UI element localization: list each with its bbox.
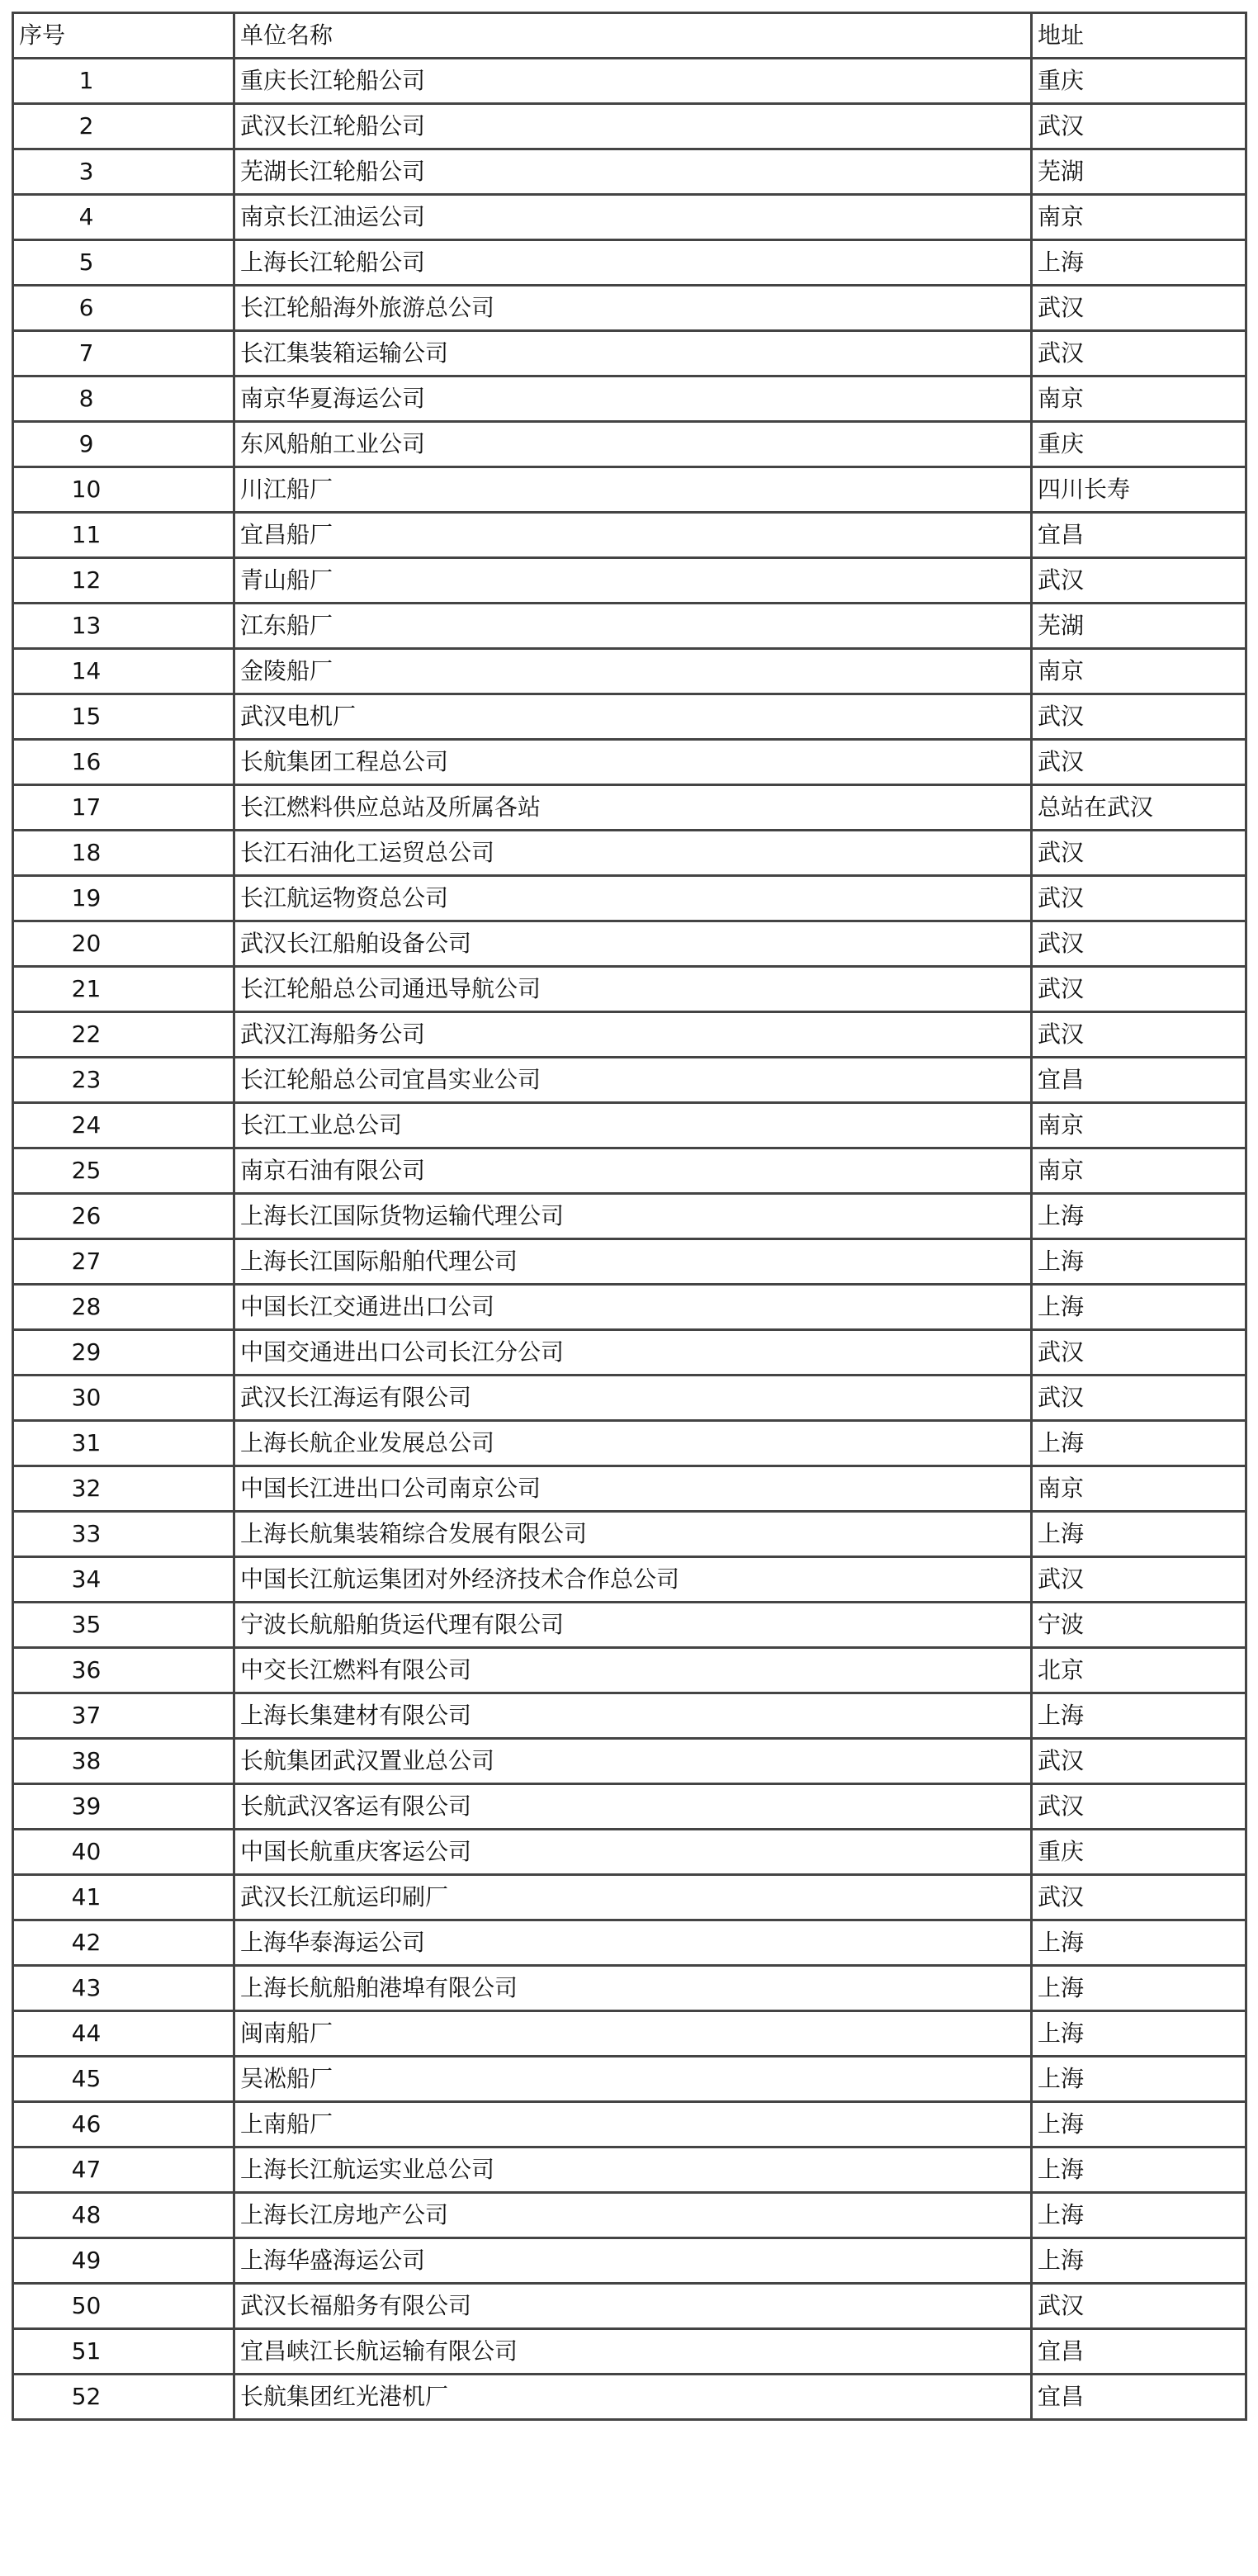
unit-name: 武汉长江轮船公司 xyxy=(234,104,1032,149)
row-index: 28 xyxy=(13,1285,234,1330)
unit-name: 南京石油有限公司 xyxy=(234,1148,1032,1194)
table-row xyxy=(13,694,1246,740)
unit-address: 四川长寿 xyxy=(1032,467,1246,513)
unit-name: 上海长航企业发展总公司 xyxy=(234,1421,1032,1466)
unit-address: 北京 xyxy=(1032,1648,1246,1693)
table-row xyxy=(13,240,1246,286)
unit-name: 中国长江航运集团对外经济技术合作总公司 xyxy=(234,1557,1032,1603)
table-row xyxy=(13,1830,1246,1875)
row-index: 4 xyxy=(13,195,234,240)
unit-address: 武汉 xyxy=(1032,104,1246,149)
row-index: 38 xyxy=(13,1739,234,1784)
unit-address: 宁波 xyxy=(1032,1603,1246,1648)
table-row xyxy=(13,1239,1246,1285)
table-row xyxy=(13,2057,1246,2102)
unit-name: 南京华夏海运公司 xyxy=(234,376,1032,422)
row-index: 19 xyxy=(13,876,234,921)
unit-name: 长航集团工程总公司 xyxy=(234,740,1032,785)
unit-name: 吴凇船厂 xyxy=(234,2057,1032,2102)
unit-address: 武汉 xyxy=(1032,876,1246,921)
table-header-row xyxy=(13,13,1246,59)
unit-name: 青山船厂 xyxy=(234,558,1032,604)
unit-address: 上海 xyxy=(1032,1693,1246,1739)
unit-address: 武汉 xyxy=(1032,1739,1246,1784)
header-name: 单位名称 xyxy=(234,13,1032,59)
table-row xyxy=(13,2238,1246,2284)
unit-name: 上海长航船舶港埠有限公司 xyxy=(234,1966,1032,2011)
unit-address: 重庆 xyxy=(1032,1830,1246,1875)
unit-name: 中国长江进出口公司南京公司 xyxy=(234,1466,1032,1512)
row-index: 9 xyxy=(13,422,234,467)
unit-name: 上海华盛海运公司 xyxy=(234,2238,1032,2284)
table-row xyxy=(13,2147,1246,2193)
table-row xyxy=(13,831,1246,876)
unit-name: 长江轮船总公司通迅导航公司 xyxy=(234,967,1032,1012)
table-row xyxy=(13,1148,1246,1194)
unit-name: 闽南船厂 xyxy=(234,2011,1032,2057)
row-index: 10 xyxy=(13,467,234,513)
table-row xyxy=(13,1693,1246,1739)
unit-address: 武汉 xyxy=(1032,1376,1246,1421)
unit-name: 上南船厂 xyxy=(234,2102,1032,2147)
row-index: 15 xyxy=(13,694,234,740)
row-index: 40 xyxy=(13,1830,234,1875)
unit-name: 南京长江油运公司 xyxy=(234,195,1032,240)
row-index: 3 xyxy=(13,149,234,195)
unit-name: 江东船厂 xyxy=(234,604,1032,649)
unit-address: 上海 xyxy=(1032,1285,1246,1330)
row-index: 5 xyxy=(13,240,234,286)
unit-name: 宜昌船厂 xyxy=(234,513,1032,558)
table-row xyxy=(13,1648,1246,1693)
table-row xyxy=(13,1058,1246,1103)
table-row xyxy=(13,2011,1246,2057)
unit-address: 芜湖 xyxy=(1032,604,1246,649)
unit-address: 武汉 xyxy=(1032,558,1246,604)
row-index: 8 xyxy=(13,376,234,422)
unit-address: 上海 xyxy=(1032,1421,1246,1466)
unit-name: 长江航运物资总公司 xyxy=(234,876,1032,921)
table-row xyxy=(13,422,1246,467)
row-index: 35 xyxy=(13,1603,234,1648)
unit-address: 上海 xyxy=(1032,2057,1246,2102)
table-row xyxy=(13,2375,1246,2420)
unit-name: 上海长江轮船公司 xyxy=(234,240,1032,286)
row-index: 52 xyxy=(13,2375,234,2420)
row-index: 43 xyxy=(13,1966,234,2011)
row-index: 20 xyxy=(13,921,234,967)
unit-address: 宜昌 xyxy=(1032,513,1246,558)
unit-name: 长航集团武汉置业总公司 xyxy=(234,1739,1032,1784)
row-index: 23 xyxy=(13,1058,234,1103)
unit-name: 金陵船厂 xyxy=(234,649,1032,694)
table-row xyxy=(13,1285,1246,1330)
unit-name: 武汉长江航运印刷厂 xyxy=(234,1875,1032,1920)
table-row xyxy=(13,967,1246,1012)
row-index: 42 xyxy=(13,1920,234,1966)
table-row xyxy=(13,921,1246,967)
unit-name: 武汉长福船务有限公司 xyxy=(234,2284,1032,2329)
units-table xyxy=(12,12,1247,2421)
table-row xyxy=(13,1103,1246,1148)
table-row xyxy=(13,1512,1246,1557)
table-row xyxy=(13,1012,1246,1058)
header-index: 序号 xyxy=(13,13,234,59)
unit-address: 上海 xyxy=(1032,2193,1246,2238)
row-index: 17 xyxy=(13,785,234,831)
table-row xyxy=(13,785,1246,831)
unit-name: 中国交通进出口公司长江分公司 xyxy=(234,1330,1032,1376)
row-index: 11 xyxy=(13,513,234,558)
row-index: 30 xyxy=(13,1376,234,1421)
table-row xyxy=(13,149,1246,195)
table-row xyxy=(13,1784,1246,1830)
unit-address: 上海 xyxy=(1032,2238,1246,2284)
table-row xyxy=(13,1466,1246,1512)
row-index: 46 xyxy=(13,2102,234,2147)
unit-name: 东风船舶工业公司 xyxy=(234,422,1032,467)
unit-address: 上海 xyxy=(1032,2147,1246,2193)
unit-address: 武汉 xyxy=(1032,694,1246,740)
unit-address: 武汉 xyxy=(1032,1557,1246,1603)
unit-name: 宁波长航船舶货运代理有限公司 xyxy=(234,1603,1032,1648)
row-index: 14 xyxy=(13,649,234,694)
table-row xyxy=(13,1920,1246,1966)
row-index: 44 xyxy=(13,2011,234,2057)
table-row xyxy=(13,876,1246,921)
unit-address: 武汉 xyxy=(1032,2284,1246,2329)
table-row xyxy=(13,1376,1246,1421)
unit-address: 南京 xyxy=(1032,1148,1246,1194)
table-row xyxy=(13,376,1246,422)
header-address: 地址 xyxy=(1032,13,1246,59)
unit-address: 上海 xyxy=(1032,1239,1246,1285)
unit-address: 上海 xyxy=(1032,1194,1246,1239)
table-row xyxy=(13,649,1246,694)
row-index: 1 xyxy=(13,59,234,104)
unit-name: 上海长江国际船舶代理公司 xyxy=(234,1239,1032,1285)
table-row xyxy=(13,331,1246,376)
row-index: 21 xyxy=(13,967,234,1012)
unit-address: 南京 xyxy=(1032,649,1246,694)
unit-address: 宜昌 xyxy=(1032,1058,1246,1103)
row-index: 27 xyxy=(13,1239,234,1285)
unit-address: 上海 xyxy=(1032,2011,1246,2057)
table-row xyxy=(13,59,1246,104)
unit-address: 武汉 xyxy=(1032,1875,1246,1920)
unit-address: 武汉 xyxy=(1032,967,1246,1012)
unit-name: 上海长江航运实业总公司 xyxy=(234,2147,1032,2193)
table-row xyxy=(13,2193,1246,2238)
unit-name: 中交长江燃料有限公司 xyxy=(234,1648,1032,1693)
unit-address: 上海 xyxy=(1032,1920,1246,1966)
unit-address: 南京 xyxy=(1032,1103,1246,1148)
row-index: 7 xyxy=(13,331,234,376)
unit-name: 长江石油化工运贸总公司 xyxy=(234,831,1032,876)
row-index: 33 xyxy=(13,1512,234,1557)
unit-name: 上海长航集装箱综合发展有限公司 xyxy=(234,1512,1032,1557)
row-index: 50 xyxy=(13,2284,234,2329)
unit-address: 武汉 xyxy=(1032,331,1246,376)
row-index: 12 xyxy=(13,558,234,604)
unit-address: 武汉 xyxy=(1032,831,1246,876)
unit-name: 重庆长江轮船公司 xyxy=(234,59,1032,104)
unit-name: 长江集装箱运输公司 xyxy=(234,331,1032,376)
table-row xyxy=(13,467,1246,513)
row-index: 25 xyxy=(13,1148,234,1194)
unit-address: 上海 xyxy=(1032,1966,1246,2011)
row-index: 49 xyxy=(13,2238,234,2284)
unit-name: 长航武汉客运有限公司 xyxy=(234,1784,1032,1830)
table-row xyxy=(13,2102,1246,2147)
unit-name: 长航集团红光港机厂 xyxy=(234,2375,1032,2420)
row-index: 13 xyxy=(13,604,234,649)
unit-address: 重庆 xyxy=(1032,59,1246,104)
row-index: 37 xyxy=(13,1693,234,1739)
row-index: 22 xyxy=(13,1012,234,1058)
row-index: 47 xyxy=(13,2147,234,2193)
unit-name: 宜昌峡江长航运输有限公司 xyxy=(234,2329,1032,2375)
unit-address: 宜昌 xyxy=(1032,2329,1246,2375)
unit-address: 武汉 xyxy=(1032,740,1246,785)
unit-name: 上海长江国际货物运输代理公司 xyxy=(234,1194,1032,1239)
row-index: 34 xyxy=(13,1557,234,1603)
unit-name: 武汉长江船舶设备公司 xyxy=(234,921,1032,967)
table-row xyxy=(13,1966,1246,2011)
unit-name: 芜湖长江轮船公司 xyxy=(234,149,1032,195)
unit-address: 上海 xyxy=(1032,1512,1246,1557)
unit-address: 上海 xyxy=(1032,240,1246,286)
table-row xyxy=(13,1875,1246,1920)
table-body xyxy=(13,59,1246,2420)
table-row xyxy=(13,195,1246,240)
unit-address: 上海 xyxy=(1032,2102,1246,2147)
table-row xyxy=(13,1557,1246,1603)
row-index: 18 xyxy=(13,831,234,876)
table-row xyxy=(13,2284,1246,2329)
table-row xyxy=(13,740,1246,785)
unit-name: 武汉长江海运有限公司 xyxy=(234,1376,1032,1421)
table-row xyxy=(13,1194,1246,1239)
unit-name: 中国长江交通进出口公司 xyxy=(234,1285,1032,1330)
unit-address: 武汉 xyxy=(1032,1330,1246,1376)
table-row xyxy=(13,2329,1246,2375)
row-index: 32 xyxy=(13,1466,234,1512)
unit-address: 武汉 xyxy=(1032,1012,1246,1058)
unit-address: 武汉 xyxy=(1032,921,1246,967)
row-index: 41 xyxy=(13,1875,234,1920)
row-index: 48 xyxy=(13,2193,234,2238)
unit-name: 长江燃料供应总站及所属各站 xyxy=(234,785,1032,831)
unit-address: 宜昌 xyxy=(1032,2375,1246,2420)
unit-name: 川江船厂 xyxy=(234,467,1032,513)
table-row xyxy=(13,1330,1246,1376)
row-index: 29 xyxy=(13,1330,234,1376)
unit-name: 武汉江海船务公司 xyxy=(234,1012,1032,1058)
table-row xyxy=(13,1739,1246,1784)
row-index: 45 xyxy=(13,2057,234,2102)
table-row xyxy=(13,104,1246,149)
row-index: 36 xyxy=(13,1648,234,1693)
table-row xyxy=(13,558,1246,604)
unit-name: 上海华泰海运公司 xyxy=(234,1920,1032,1966)
unit-address: 南京 xyxy=(1032,1466,1246,1512)
row-index: 51 xyxy=(13,2329,234,2375)
row-index: 6 xyxy=(13,286,234,331)
table-row xyxy=(13,286,1246,331)
unit-name: 上海长江房地产公司 xyxy=(234,2193,1032,2238)
row-index: 39 xyxy=(13,1784,234,1830)
table-row xyxy=(13,513,1246,558)
unit-address: 南京 xyxy=(1032,376,1246,422)
unit-address: 重庆 xyxy=(1032,422,1246,467)
unit-name: 上海长集建材有限公司 xyxy=(234,1693,1032,1739)
row-index: 24 xyxy=(13,1103,234,1148)
table-row xyxy=(13,1603,1246,1648)
unit-address: 武汉 xyxy=(1032,1784,1246,1830)
unit-address: 南京 xyxy=(1032,195,1246,240)
unit-address: 武汉 xyxy=(1032,286,1246,331)
row-index: 2 xyxy=(13,104,234,149)
row-index: 26 xyxy=(13,1194,234,1239)
unit-address: 芜湖 xyxy=(1032,149,1246,195)
row-index: 16 xyxy=(13,740,234,785)
unit-name: 中国长航重庆客运公司 xyxy=(234,1830,1032,1875)
unit-name: 长江轮船海外旅游总公司 xyxy=(234,286,1032,331)
row-index: 31 xyxy=(13,1421,234,1466)
table-row xyxy=(13,604,1246,649)
unit-address: 总站在武汉 xyxy=(1032,785,1246,831)
unit-name: 长江工业总公司 xyxy=(234,1103,1032,1148)
unit-name: 武汉电机厂 xyxy=(234,694,1032,740)
unit-name: 长江轮船总公司宜昌实业公司 xyxy=(234,1058,1032,1103)
table-row xyxy=(13,1421,1246,1466)
